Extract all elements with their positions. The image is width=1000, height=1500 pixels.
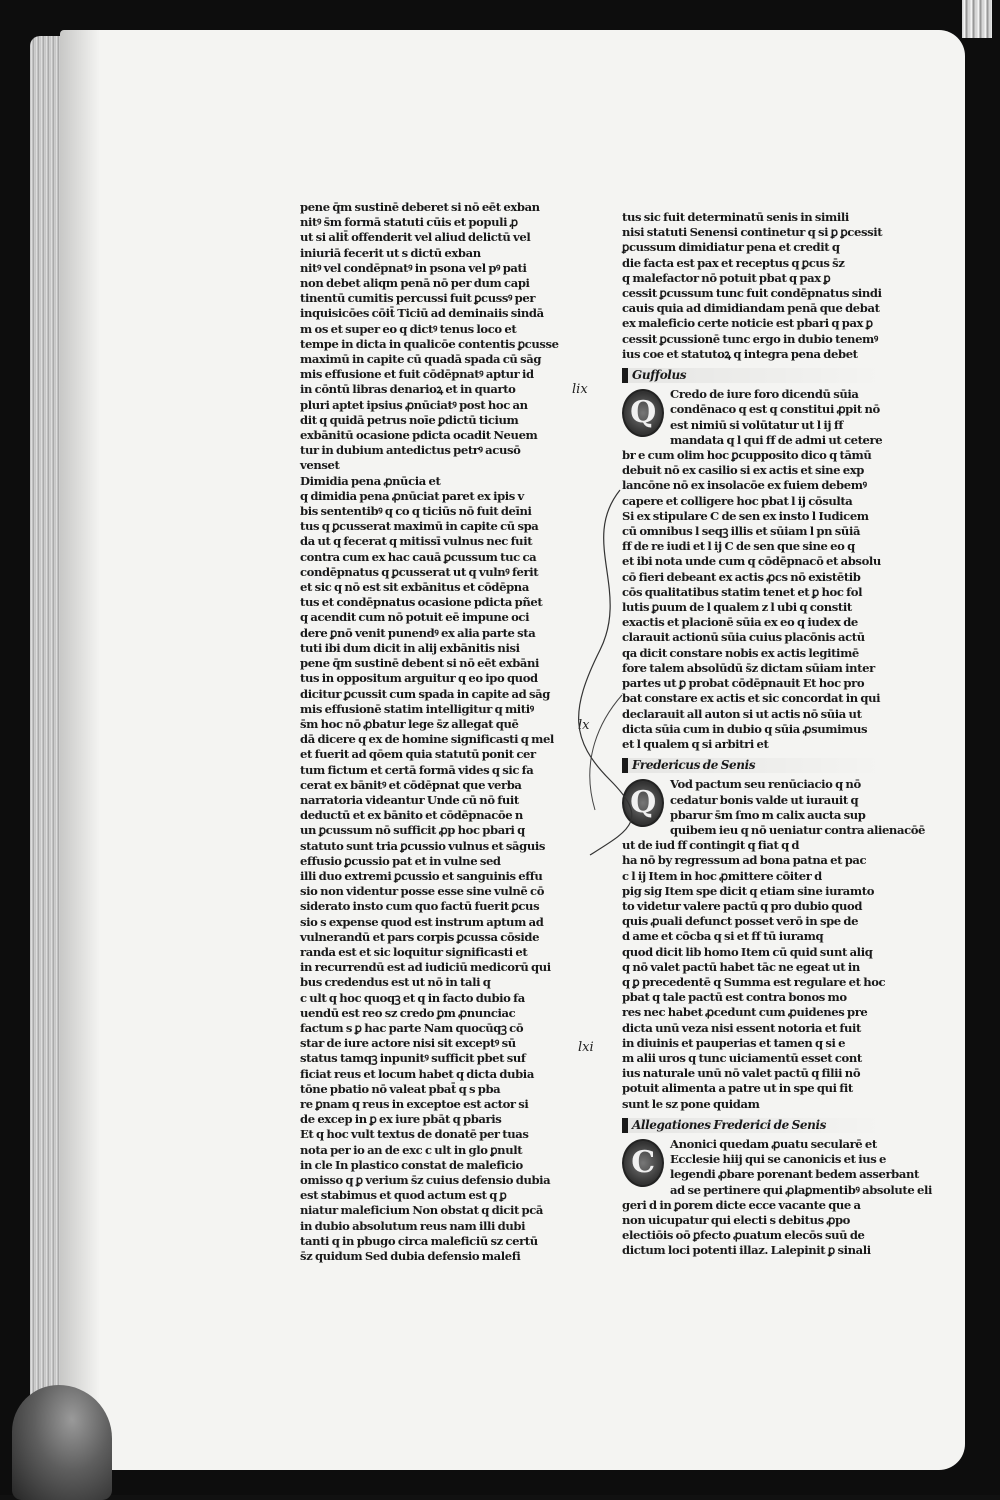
section-lix-line: mandata q l qui ff de admi ut cetere <box>670 432 883 447</box>
section-lix-line: lutis ꝑuum de l qualem z l ubi q constit <box>622 600 852 615</box>
right-column-top-line: cessit ꝑcussum tunc fuit condēpnatus sindi <box>622 286 882 301</box>
left-column-line: ut si alit̄ offenderit vel aliud delictū vel <box>300 230 531 245</box>
section-lix-line: exactis et placionē sūia ex eo q iudex de <box>622 615 858 630</box>
section-lx-line: dicta unū veza nisi essent notoria et fuit <box>622 1020 861 1035</box>
section-lx-line: quibem ieu q nō ueniatur contra alienacōē <box>670 822 926 837</box>
left-column-line: q dimidia pena ꝓnūciat paret ex ipis v <box>300 488 524 503</box>
section-lxi-line: ad se pertinere qui ꝓlaꝑmentibꝰ absolute eli <box>670 1182 932 1197</box>
section-lix-line: bat constare ex actis et sic concordat in qui <box>622 691 881 706</box>
left-column-line: bus credendus est ut nō in tali q <box>300 975 491 990</box>
left-column-line: vulnerandū et pars corpis ꝑcussa cōside <box>300 929 540 944</box>
left-column-line: in dubio absolutum reus nam illi dubi <box>300 1218 526 1233</box>
holder-thumb <box>12 1385 112 1500</box>
right-column-top-line: ꝑcussum dimidiatur pena et credit q <box>622 240 840 255</box>
left-column-line: Et q hoc vult textus de donatē per tuas <box>300 1127 529 1142</box>
left-column-line: omisso q ꝑ verium s̄z cuius defensio dubia <box>300 1173 551 1187</box>
section-lx-line: ha nō by regressum ad bona patna et pac <box>622 853 867 868</box>
left-column-line: bis sententibꝰ q co q ticiūs nō fuit deīni <box>300 504 532 519</box>
section-lix-line: qa dicit constare nobis ex actis legitimē <box>622 645 859 660</box>
flourish-stroke <box>579 490 632 855</box>
left-column-line: tus in oppositum arguitur q eo ipo quod <box>300 671 538 686</box>
rubric-fredericus: Fredericus de Senis <box>622 758 884 773</box>
section-lx-line: d ame et cōcba q si et ff tū iuramq <box>622 929 824 944</box>
left-column-line: non debet aliqm penā nō per dum capi <box>300 276 530 291</box>
section-lxi-line: Anonici quedam ꝓuatu secularē et <box>670 1136 877 1151</box>
left-column-line: q acendit cum nō potuit eē impune oci <box>300 610 530 625</box>
left-column-line: s̄z quidum Sed dubia defensio malefi <box>300 1249 521 1264</box>
left-column-line: tinentū cumitis percussi fuit ꝑcussꝰ per <box>300 291 536 306</box>
left-column-line: contra cum ex hac cauā ꝑcussum tuc ca <box>300 549 537 564</box>
right-column-top-line: nisi statuti Senensi continetur q si ꝑ ꝑcessit <box>622 225 883 240</box>
left-column-line: statuto sunt tria ꝑcussio vulnus et sāguis <box>300 838 546 853</box>
left-column-line: sio non videntur posse esse sine vulnē cō <box>300 884 545 899</box>
left-column-line: status tamqꝫ inpunitꝰ sufficit pbet suf <box>300 1051 526 1066</box>
right-column-top-line: q malefactor nō potuit pbat q pax ꝑ <box>622 270 831 285</box>
section-lx-line: to videtur valere pactū q pro dubio quod <box>622 898 863 913</box>
left-column-line: s̄m hoc nō ꝓbatur lege s̄z allegat quē <box>300 716 519 731</box>
section-lx-line: q ꝑ precedentē q Summa est regulare et hoc <box>622 974 886 989</box>
section-lx-line: cedatur bonis valde ut iurauit q <box>670 792 859 807</box>
right-column-top-line: cessit ꝑcussionē tunc ergo in dubio tenemꝰ <box>622 331 878 346</box>
section-lx-line: pig sig Item spe dicit q etiam sine iuramto <box>622 883 875 898</box>
left-column-line: maximū in capite cū quadā spada cū sāg <box>300 352 542 367</box>
section-lix-line: debuit nō ex casilio si ex actis et sine exp <box>622 463 864 478</box>
left-column-line: dā dicere q ex de homine significasti q mel <box>300 732 554 747</box>
left-column-line: in cle In plastico constat de maleficio <box>300 1157 523 1172</box>
section-lix-line: Credo de iure foro dicendū sūia <box>670 387 859 402</box>
section-lix <box>622 387 884 752</box>
left-column-line: tōne pbatio nō valeat pbat̄ q s pba <box>300 1081 501 1096</box>
right-column-top-line: ex maleficio certe noticie est pbari q pax ꝑ <box>622 316 873 331</box>
section-lix-line: capere et colligere hoc pbat l ij cōsulta <box>622 493 853 508</box>
left-column-line: siderato insto cum quo factū fuerit ꝑcus <box>300 899 540 914</box>
left-column-line: tus et condēpnatus ocasione pdicta pñet <box>300 595 543 610</box>
left-column-line: in recurrendū est ad iudiciū medicorū qui <box>300 960 551 975</box>
right-column-continuation <box>622 210 884 362</box>
gutter-shadow <box>60 30 100 1470</box>
section-lx-line: sunt le sz pone quidam <box>622 1096 760 1111</box>
section-lix-line: ff de re iudi et l ij C de sen que sine eo q <box>622 539 855 554</box>
left-column-line: et fuerit ad qōem quia statutū ponit cer <box>300 747 536 762</box>
section-lxi-line: electiōis oō ꝑfecto ꝓuatum elecōs suū de <box>622 1228 865 1243</box>
left-column-line: deductū et ex bānito et cōdēpnacōe n <box>300 808 523 823</box>
left-column-line: Dimidia pena ꝓnūcia et <box>300 473 441 488</box>
flourish-stroke-2 <box>590 695 622 810</box>
section-lx-line: c l ij Item in hoc ꝓmittere cōiter d <box>622 868 822 883</box>
left-column-line: factum s ꝑ hac parte Nam quocūqꝫ cō <box>300 1020 524 1035</box>
corner-page-edges <box>962 0 992 38</box>
left-column-line: de excep in ꝑ ex iure pbāt q pbaris <box>300 1112 502 1127</box>
section-lix-line: br e cum olim hoc ꝑcupposito dico q tāmū <box>622 448 872 463</box>
rubric-guffolus: Guffolus <box>622 368 884 383</box>
left-column-line: tum fictum et certā formā vides q sic fa <box>300 762 534 777</box>
left-column-line: niatur maleficium Non obstat q dicit pcā <box>300 1203 544 1218</box>
left-column-line: un ꝑcussum nō sufficit ꝓp hoc pbari q <box>300 823 525 838</box>
left-column-line: est stabimus et quod actum est q ꝑ <box>300 1188 507 1203</box>
section-lx-line: Vod pactum seu renūciacio q nō <box>670 777 861 792</box>
left-column-line: dit q quidā petrus noīe ꝑdictū ticium <box>300 412 519 427</box>
right-column-top-line: ius coe et statutoꝝ q integra pena debet <box>622 346 858 361</box>
section-lx-line: quis ꝓuali defunct posset verō in spe de <box>622 914 859 929</box>
left-column-line: iniuriā fecerit ut s dictū exban <box>300 245 481 260</box>
left-column-line: da ut q fecerat q mitissī vulnus nec fuit <box>300 534 533 549</box>
decorated-initial-q2: Q <box>622 779 664 827</box>
rubric-allegationes: Allegationes Frederici de Senis <box>622 1118 884 1133</box>
section-lix-line: et l qualem q si arbitri et <box>622 736 769 751</box>
left-column-line: nitꝰ s̄m formā statuti cūis et populi ꝓ <box>300 215 518 230</box>
left-column-line: tanti q in pbugo circa maleficiū sz certū <box>300 1233 538 1248</box>
section-lx-line: res nec habet ꝓcedunt cum ꝓuidenes pre <box>622 1005 868 1020</box>
section-lx-line: q nō valet pactū habet tāc ne egeat ut in <box>622 959 860 974</box>
left-column-line: dicitur ꝑcussit cum spada in capite ad sāg <box>300 686 550 701</box>
section-lxi-line: geri d in ꝑorem dicte ecce vacante que a <box>622 1197 861 1212</box>
left-column-line: tempe in dicta in qualicōe contentis ꝑcusse <box>300 336 559 351</box>
section-lx-line: ut de iud ff contingit q fiat q d <box>622 838 800 853</box>
left-column-line: et sic q nō est sit exbānitus et cōdēpna <box>300 580 529 595</box>
left-column-line: nota per io an de exc c ult in glo ꝑnult <box>300 1142 523 1157</box>
section-lix-line: clarauit actionū sūia cuius placōnis actū <box>622 630 865 645</box>
left-column-line: c ult q hoc quoqꝫ et q in facto dubio fa <box>300 990 525 1005</box>
right-column-top-line: tus sic fuit determinatū senis in simili <box>622 210 849 224</box>
section-lix-line: cō fieri debeant ex actis ꝓcs nō existētib <box>622 569 861 584</box>
left-column-line: tur in dubium antedictus petrꝰ acusō <box>300 443 521 458</box>
decorated-initial-c: C <box>622 1139 664 1187</box>
section-lx-line: quod dicit lib homo Item cū quid sunt aliq <box>622 944 873 959</box>
left-column-line: randa est et sic loquitur significasti et <box>300 944 528 959</box>
left-column-line: star de iure actore nisi sit exceptꝰ sū <box>300 1036 516 1051</box>
pen-flourish <box>560 480 640 860</box>
left-column-line: dere ꝑnō venit punendꝰ ex alia parte sta <box>300 625 536 640</box>
right-text-column <box>622 210 932 1258</box>
left-column-line: mis effusionē statim intelligitur q mitiꝰ <box>300 701 534 716</box>
section-lxi-line: non uicupatur qui electi s debitus ꝓpo <box>622 1213 851 1227</box>
section-lix-line: fore talem absolūdū s̄z dictam sūiam inter <box>622 660 875 675</box>
section-lix-text <box>622 387 884 752</box>
left-column-line: pluri aptet ipsius ꝓnūciatꝰ post hoc an <box>300 397 528 412</box>
left-text-column <box>300 200 562 1264</box>
section-lx-line: ius naturale unū nō valet pactū q filii nō <box>622 1066 861 1081</box>
left-column-line: effusio ꝑcussio pat et in vulne sed <box>300 853 501 868</box>
left-column-line: venset <box>300 458 340 473</box>
section-lxi <box>622 1136 932 1259</box>
left-column-line: re ꝑnam q reus in exceptoe est actor si <box>300 1096 529 1111</box>
left-column-line: nitꝰ vel condēpnatꝰ in psona vel pꝰ pati <box>300 260 527 275</box>
section-lix-line: condēnaco q est q constitui ꝓpit nō <box>670 402 880 417</box>
section-lxi-line: legendi ꝓbare porenant bedem asserbant <box>670 1167 919 1182</box>
decorated-initial-q: Q <box>622 389 664 437</box>
section-lix-line: partes ut ꝑ probat cōdēpnauit Et hoc pro <box>622 676 865 691</box>
left-column-line: in cōntū libras denarioꝝ et in quarto <box>300 382 516 397</box>
left-column-line: ficiat reus et locum habet q dicta dubia <box>300 1066 534 1081</box>
section-lx-line: pbarur s̄m ſmo m calix aucta sup <box>670 807 866 822</box>
section-lx <box>622 777 926 1111</box>
margin-number-lx: lx <box>578 718 590 733</box>
left-column-line: uendū est reo sz credo ꝑm ꝓnunciac <box>300 1005 516 1020</box>
left-column-line: tuti ibi dum dicit in alij exbānitis nisi <box>300 640 520 655</box>
margin-number-lix: lix <box>572 382 588 397</box>
section-lx-line: pbat q tale pactū est contra bonos mo <box>622 990 847 1005</box>
section-lx-line: in diuinis et pauperias et tamen q si e <box>622 1035 846 1050</box>
section-lix-line: lancōne nō ex insolacōe ex fuiem debemꝰ <box>622 478 867 493</box>
section-lx-line: potuit alimenta a patre ut in spe qui fit <box>622 1081 853 1096</box>
section-lx-text <box>622 777 926 1111</box>
left-column-line: inquisicōes cōit̄ Ticiū ad deminaiis sindā <box>300 306 544 321</box>
section-lix-line: cōs qualitatibus statim tenet et ꝑ hoc fol <box>622 584 863 599</box>
left-column-line: cerat ex bānitꝰ et cōdēpnat que verba <box>300 777 522 792</box>
section-lix-line: cū omnibus l seqꝫ illis et sūiam l pn sūiā <box>622 524 861 539</box>
section-lxi-line: Ecclesie hiij qui se canonicis et ius e <box>670 1152 887 1167</box>
right-column-top-line: cauis quia ad dimidiandam penā que debat <box>622 301 880 316</box>
section-lix-line: et ibi nota unde cum q cōdēpnacō et absolu <box>622 554 881 569</box>
left-column-line: pene q̄m sustinē deberet si nō eēt exban <box>300 200 540 214</box>
section-lix-line: est nimiū si volūtatur ut l ij ff <box>670 417 844 432</box>
left-column-line: illi duo extremi ꝑcussio et sanguinis effu <box>300 868 543 883</box>
left-column-line: m os et super eo q dictꝰ tenus loco et <box>300 321 517 336</box>
margin-number-lxi: lxi <box>578 1040 594 1055</box>
section-lix-line: Si ex stipulare C de sen ex insto l Iudicem <box>622 508 869 523</box>
left-column-line: narratoria videantur Unde cū nō fuit <box>300 792 519 807</box>
right-column-top-line: die facta est pax et receptus q ꝑcus s̄z <box>622 255 845 270</box>
section-lxi-line: dictum loci potenti illaz. Lalepinit ꝑ sinali <box>622 1243 871 1258</box>
left-column-line: condēpnatus q ꝑcusserat ut q vulnꝰ ferit <box>300 564 539 579</box>
left-column-line: mis effusione et fuit cōdēpnatꝰ aptur id <box>300 367 534 382</box>
left-column-line: pene q̄m sustinē debent si nō eēt exbāni <box>300 656 540 671</box>
left-column-line: exbānitū ocasione pdicta ocadit Neuem <box>300 428 538 443</box>
section-lix-line: dicta sūia cum in dubio q sūia ꝓsumimus <box>622 721 868 736</box>
left-column-line: sio s expense quod est instrum aptum ad <box>300 914 544 929</box>
left-column-line: tus q ꝑcusserat maximū in capite cū spa <box>300 519 539 534</box>
section-lx-line: m alii uros q tunc uiciamentū esset cont <box>622 1050 862 1065</box>
section-lix-line: declarauit all auton si ut actis nō sūia ut <box>622 706 862 721</box>
